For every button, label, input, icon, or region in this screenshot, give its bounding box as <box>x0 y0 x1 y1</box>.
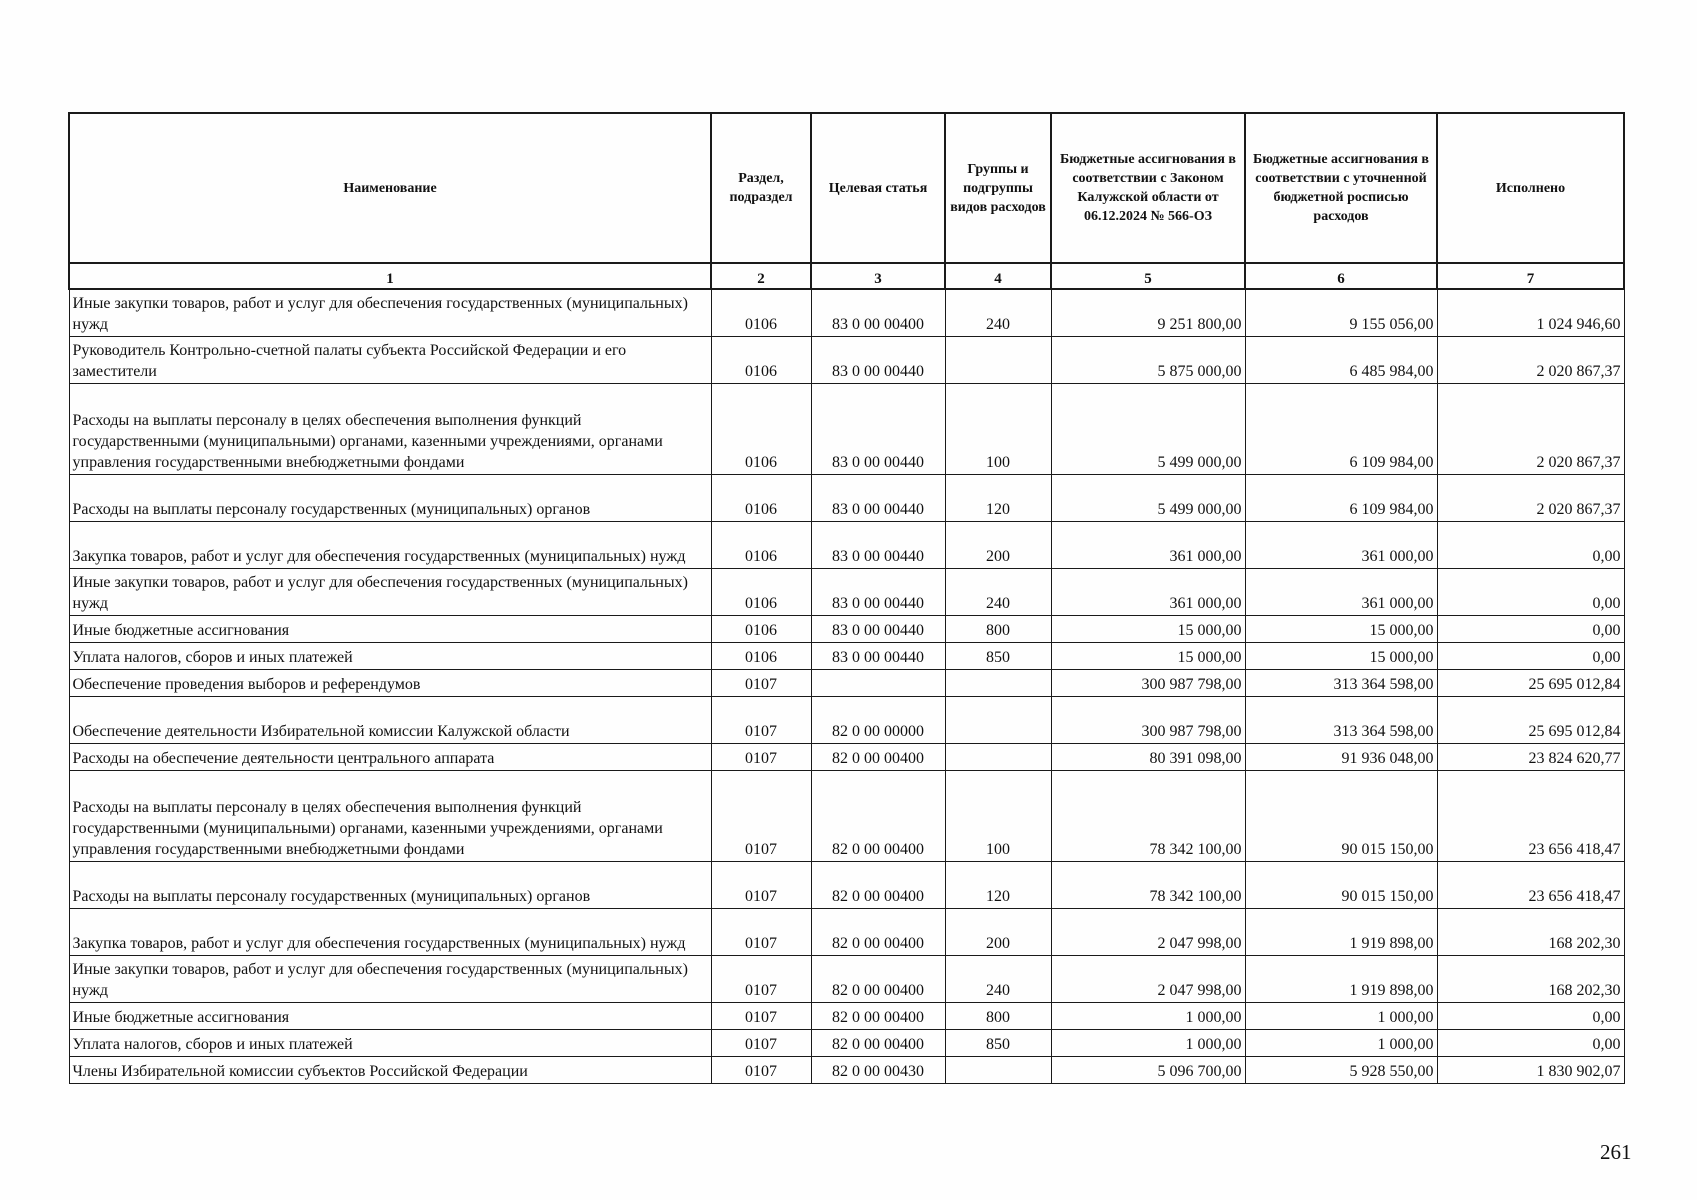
header-target: Целевая статья <box>811 113 945 263</box>
row-law-amount-cell: 5 096 700,00 <box>1051 1057 1245 1084</box>
row-section-cell: 0106 <box>711 384 811 475</box>
table-header-row <box>69 113 1624 263</box>
table-row <box>69 862 1624 909</box>
row-target-cell: 82 0 00 00400 <box>811 956 945 1003</box>
row-refined-amount-cell: 361 000,00 <box>1245 569 1437 616</box>
row-name-cell: Обеспечение деятельности Избирательной комиссии Калужской области <box>69 697 711 744</box>
row-refined-amount-cell: 15 000,00 <box>1245 616 1437 643</box>
row-target-cell: 82 0 00 00000 <box>811 697 945 744</box>
row-executed-amount-cell: 2 020 867,37 <box>1437 384 1624 475</box>
row-section-cell: 0107 <box>711 744 811 771</box>
row-executed-amount-cell: 0,00 <box>1437 1030 1624 1057</box>
table-row <box>69 1003 1624 1030</box>
row-executed-amount-cell: 23 656 418,47 <box>1437 771 1624 862</box>
row-section-cell: 0107 <box>711 697 811 744</box>
table-row <box>69 643 1624 670</box>
row-section-cell: 0107 <box>711 909 811 956</box>
row-group-cell: 100 <box>945 771 1051 862</box>
header-law-allocations: Бюджетные ассигнования в соответствии с Законом Калужской области от 06.12.2024 № 566-ОЗ <box>1051 113 1245 263</box>
row-law-amount-cell: 80 391 098,00 <box>1051 744 1245 771</box>
table-body <box>69 289 1624 1084</box>
row-target-cell: 82 0 00 00400 <box>811 744 945 771</box>
header-refined-allocations: Бюджетные ассигнования в соответствии с уточненной бюджетной росписью расходов <box>1245 113 1437 263</box>
row-target-cell: 83 0 00 00440 <box>811 643 945 670</box>
row-refined-amount-cell: 91 936 048,00 <box>1245 744 1437 771</box>
row-section-cell: 0106 <box>711 616 811 643</box>
table-row <box>69 956 1624 1003</box>
row-section-cell: 0107 <box>711 1003 811 1030</box>
row-name-cell: Иные бюджетные ассигнования <box>69 616 711 643</box>
row-law-amount-cell: 78 342 100,00 <box>1051 862 1245 909</box>
row-refined-amount-cell: 361 000,00 <box>1245 522 1437 569</box>
row-target-cell: 82 0 00 00430 <box>811 1057 945 1084</box>
row-executed-amount-cell: 25 695 012,84 <box>1437 697 1624 744</box>
row-group-cell <box>945 670 1051 697</box>
row-name-cell: Расходы на выплаты персоналу государственных (муниципальных) органов <box>69 475 711 522</box>
row-name-cell: Руководитель Контрольно-счетной палаты субъекта Российской Федерации и его заместители <box>69 337 711 384</box>
table-row <box>69 697 1624 744</box>
row-section-cell: 0107 <box>711 956 811 1003</box>
row-group-cell: 200 <box>945 909 1051 956</box>
row-name-cell: Расходы на выплаты персоналу государственных (муниципальных) органов <box>69 862 711 909</box>
row-refined-amount-cell: 6 109 984,00 <box>1245 384 1437 475</box>
row-name-cell: Уплата налогов, сборов и иных платежей <box>69 1030 711 1057</box>
row-executed-amount-cell: 168 202,30 <box>1437 909 1624 956</box>
row-group-cell <box>945 744 1051 771</box>
row-section-cell: 0106 <box>711 337 811 384</box>
row-executed-amount-cell: 23 656 418,47 <box>1437 862 1624 909</box>
row-target-cell: 83 0 00 00440 <box>811 616 945 643</box>
row-executed-amount-cell: 23 824 620,77 <box>1437 744 1624 771</box>
column-number: 6 <box>1245 263 1437 289</box>
row-executed-amount-cell: 25 695 012,84 <box>1437 670 1624 697</box>
row-target-cell: 82 0 00 00400 <box>811 909 945 956</box>
row-law-amount-cell: 1 000,00 <box>1051 1030 1245 1057</box>
column-number: 1 <box>69 263 711 289</box>
row-law-amount-cell: 361 000,00 <box>1051 569 1245 616</box>
row-section-cell: 0106 <box>711 475 811 522</box>
row-name-cell: Обеспечение проведения выборов и референдумов <box>69 670 711 697</box>
row-name-cell: Уплата налогов, сборов и иных платежей <box>69 643 711 670</box>
row-name-cell: Закупка товаров, работ и услуг для обеспечения государственных (муниципальных) нужд <box>69 522 711 569</box>
row-refined-amount-cell: 90 015 150,00 <box>1245 771 1437 862</box>
row-group-cell: 240 <box>945 289 1051 337</box>
header-executed: Исполнено <box>1437 113 1624 263</box>
column-number: 5 <box>1051 263 1245 289</box>
row-section-cell: 0106 <box>711 522 811 569</box>
row-executed-amount-cell: 2 020 867,37 <box>1437 475 1624 522</box>
row-name-cell: Расходы на обеспечение деятельности центрального аппарата <box>69 744 711 771</box>
row-refined-amount-cell: 313 364 598,00 <box>1245 670 1437 697</box>
row-law-amount-cell: 78 342 100,00 <box>1051 771 1245 862</box>
row-name-cell: Иные закупки товаров, работ и услуг для обеспечения государственных (муниципальных) нужд <box>69 289 711 337</box>
row-executed-amount-cell: 0,00 <box>1437 616 1624 643</box>
row-target-cell: 82 0 00 00400 <box>811 771 945 862</box>
table-row <box>69 1057 1624 1084</box>
table-row <box>69 384 1624 475</box>
row-group-cell: 200 <box>945 522 1051 569</box>
row-law-amount-cell: 361 000,00 <box>1051 522 1245 569</box>
row-refined-amount-cell: 1 000,00 <box>1245 1003 1437 1030</box>
column-number: 3 <box>811 263 945 289</box>
row-name-cell: Расходы на выплаты персоналу в целях обеспечения выполнения функций государственными (муниципальными) органами, казенными учреждениями, органами управления государственными внебюджетными фондами <box>69 771 711 862</box>
row-target-cell: 82 0 00 00400 <box>811 862 945 909</box>
row-section-cell: 0106 <box>711 569 811 616</box>
row-section-cell: 0106 <box>711 643 811 670</box>
row-law-amount-cell: 9 251 800,00 <box>1051 289 1245 337</box>
row-section-cell: 0107 <box>711 771 811 862</box>
row-refined-amount-cell: 6 485 984,00 <box>1245 337 1437 384</box>
row-refined-amount-cell: 15 000,00 <box>1245 643 1437 670</box>
table-row <box>69 616 1624 643</box>
row-law-amount-cell: 1 000,00 <box>1051 1003 1245 1030</box>
row-executed-amount-cell: 2 020 867,37 <box>1437 337 1624 384</box>
row-name-cell: Иные закупки товаров, работ и услуг для обеспечения государственных (муниципальных) нужд <box>69 569 711 616</box>
table-row <box>69 522 1624 569</box>
table-row <box>69 289 1624 337</box>
row-target-cell <box>811 670 945 697</box>
row-target-cell: 83 0 00 00440 <box>811 475 945 522</box>
row-section-cell: 0107 <box>711 670 811 697</box>
row-group-cell: 120 <box>945 475 1051 522</box>
row-law-amount-cell: 15 000,00 <box>1051 643 1245 670</box>
row-executed-amount-cell: 1 830 902,07 <box>1437 1057 1624 1084</box>
row-target-cell: 83 0 00 00400 <box>811 289 945 337</box>
row-law-amount-cell: 2 047 998,00 <box>1051 956 1245 1003</box>
budget-table <box>68 112 1625 1084</box>
row-section-cell: 0107 <box>711 1057 811 1084</box>
row-executed-amount-cell: 168 202,30 <box>1437 956 1624 1003</box>
row-law-amount-cell: 15 000,00 <box>1051 616 1245 643</box>
row-section-cell: 0106 <box>711 289 811 337</box>
column-number: 2 <box>711 263 811 289</box>
row-name-cell: Иные закупки товаров, работ и услуг для обеспечения государственных (муниципальных) нужд <box>69 956 711 1003</box>
table-row <box>69 1030 1624 1057</box>
row-group-cell: 240 <box>945 569 1051 616</box>
row-target-cell: 83 0 00 00440 <box>811 384 945 475</box>
table-row <box>69 744 1624 771</box>
row-executed-amount-cell: 1 024 946,60 <box>1437 289 1624 337</box>
header-section: Раздел, подраздел <box>711 113 811 263</box>
page-number: 261 <box>1600 1140 1632 1164</box>
row-name-cell: Закупка товаров, работ и услуг для обеспечения государственных (муниципальных) нужд <box>69 909 711 956</box>
column-number: 7 <box>1437 263 1624 289</box>
row-group-cell: 850 <box>945 643 1051 670</box>
row-refined-amount-cell: 1 000,00 <box>1245 1030 1437 1057</box>
row-group-cell <box>945 1057 1051 1084</box>
row-name-cell: Члены Избирательной комиссии субъектов Российской Федерации <box>69 1057 711 1084</box>
row-target-cell: 83 0 00 00440 <box>811 337 945 384</box>
row-executed-amount-cell: 0,00 <box>1437 643 1624 670</box>
row-refined-amount-cell: 5 928 550,00 <box>1245 1057 1437 1084</box>
row-group-cell: 800 <box>945 1003 1051 1030</box>
header-name: Наименование <box>69 113 711 263</box>
row-executed-amount-cell: 0,00 <box>1437 569 1624 616</box>
column-number: 4 <box>945 263 1051 289</box>
row-law-amount-cell: 5 499 000,00 <box>1051 384 1245 475</box>
row-refined-amount-cell: 6 109 984,00 <box>1245 475 1437 522</box>
table-row <box>69 909 1624 956</box>
row-refined-amount-cell: 1 919 898,00 <box>1245 909 1437 956</box>
row-target-cell: 82 0 00 00400 <box>811 1030 945 1057</box>
table-row <box>69 569 1624 616</box>
row-name-cell: Расходы на выплаты персоналу в целях обеспечения выполнения функций государственными (муниципальными) органами, казенными учреждениями, органами управления государственными внебюджетными фондами <box>69 384 711 475</box>
row-target-cell: 83 0 00 00440 <box>811 522 945 569</box>
row-law-amount-cell: 2 047 998,00 <box>1051 909 1245 956</box>
row-refined-amount-cell: 313 364 598,00 <box>1245 697 1437 744</box>
row-law-amount-cell: 5 499 000,00 <box>1051 475 1245 522</box>
row-group-cell: 850 <box>945 1030 1051 1057</box>
row-section-cell: 0107 <box>711 862 811 909</box>
row-law-amount-cell: 5 875 000,00 <box>1051 337 1245 384</box>
row-group-cell: 800 <box>945 616 1051 643</box>
row-refined-amount-cell: 9 155 056,00 <box>1245 289 1437 337</box>
row-law-amount-cell: 300 987 798,00 <box>1051 670 1245 697</box>
row-group-cell: 240 <box>945 956 1051 1003</box>
row-group-cell <box>945 337 1051 384</box>
row-group-cell <box>945 697 1051 744</box>
table-row <box>69 771 1624 862</box>
row-target-cell: 82 0 00 00400 <box>811 1003 945 1030</box>
row-group-cell: 120 <box>945 862 1051 909</box>
row-group-cell: 100 <box>945 384 1051 475</box>
row-name-cell: Иные бюджетные ассигнования <box>69 1003 711 1030</box>
column-number-row <box>69 263 1624 289</box>
row-refined-amount-cell: 90 015 150,00 <box>1245 862 1437 909</box>
row-executed-amount-cell: 0,00 <box>1437 522 1624 569</box>
table-row <box>69 670 1624 697</box>
row-executed-amount-cell: 0,00 <box>1437 1003 1624 1030</box>
row-refined-amount-cell: 1 919 898,00 <box>1245 956 1437 1003</box>
row-target-cell: 83 0 00 00440 <box>811 569 945 616</box>
header-groups: Группы и подгруппы видов расходов <box>945 113 1051 263</box>
table-row <box>69 475 1624 522</box>
table-row <box>69 337 1624 384</box>
row-law-amount-cell: 300 987 798,00 <box>1051 697 1245 744</box>
row-section-cell: 0107 <box>711 1030 811 1057</box>
